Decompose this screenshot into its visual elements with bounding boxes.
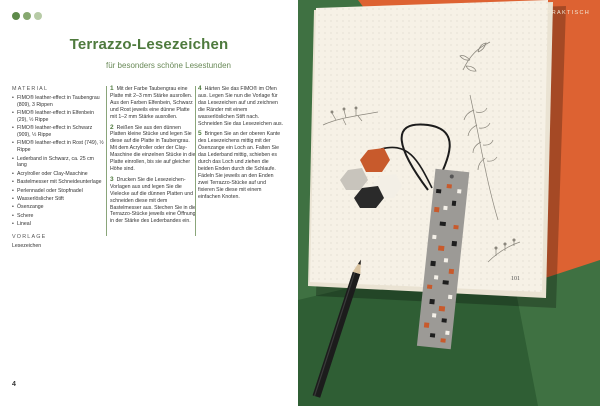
step-text: Drucken Sie die Lesezeichen-Vorlagen aus und legen Sie die Vielecke auf die dünnen Platten und schneiden diese mit dem Bastelmesser aus. Stechen Sie in die Terrazzo-Stücke jeweils eine Öffnung in der Stärke des Lederbandes ein. <box>110 176 196 225</box>
dot-light <box>34 12 42 20</box>
step-number: 2 <box>110 123 114 131</box>
column-divider <box>106 86 107 236</box>
material-item: • Acrylroller oder Clay-Maschine <box>12 171 104 178</box>
left-page <box>0 0 298 406</box>
material-list <box>12 95 104 228</box>
step-number: 3 <box>110 175 114 183</box>
step-text: Bringen Sie an der oberen Kante des Lesezeichens mittig mit der Ösenzange ein Loch an. Falten Sie das Lederband mittig, schieben es durch das Loch und ziehen die beiden Enden durch die Schlaufe. Fädeln Sie jeweils an den Enden zwei Terrazzo-Stücke auf und fixieren Sie diese mit einem einfachen Knoten. <box>198 131 281 200</box>
page-number: 4 <box>12 381 16 388</box>
material-item: • FIMO® leather-effect in Elfenbein (29), ½ Rippe <box>12 110 104 124</box>
step-4 <box>198 86 284 127</box>
step-number: 1 <box>110 85 114 92</box>
step-2 <box>110 125 196 173</box>
material-sidebar <box>12 86 104 249</box>
step-number: 4 <box>198 85 202 92</box>
step-1 <box>110 86 196 121</box>
dot-dark <box>12 12 20 20</box>
column-divider <box>195 86 196 236</box>
material-item: • Perlennadel oder Stopfnadel <box>12 188 104 195</box>
step-number: 5 <box>198 130 202 138</box>
steps-column-2 <box>198 86 284 205</box>
material-item: • Wasserlöslicher Stift <box>12 196 104 203</box>
section-label: PRAKTISCH <box>546 10 590 16</box>
material-item: • FIMO® leather-effect in Rost (749), ½ Rippe <box>12 140 104 154</box>
notebook-page-number: 101 <box>511 276 520 282</box>
steps-column-1 <box>110 86 196 229</box>
step-3 <box>110 177 196 225</box>
step-text: Mit der Farbe Taubengrau eine Platte mit 2–3 mm Stärke ausrollen. Aus den Farben Elfenbein, Schwarz und Rost jeweils eine dünne Platte mit 1–2 mm Stärke ausrollen. <box>110 86 193 120</box>
material-item: • Ösenzange <box>12 204 104 211</box>
photo-page <box>298 0 600 406</box>
vorlage-heading: VORLAGE <box>12 233 47 240</box>
step-text: Reißen Sie aus den dünnen Platten kleine Stücke und legen Sie diese auf die Platte in Taubengrau. Mit dem Acrylroller oder der Clay-Maschine die einzelnen Stücke in die Platte einrollen, bis sie auf gleicher Höhe sind. <box>110 124 196 172</box>
material-item: • Lederband in Schwarz, ca. 25 cm lang <box>12 156 104 170</box>
dot-medium <box>23 12 31 20</box>
material-heading: MATERIAL <box>12 86 49 92</box>
header-dots <box>12 12 42 20</box>
step-text: Härten Sie das FIMO® im Ofen aus. Legen Sie nun die Vorlage für das Lesezeichen auf und zeichnen die Ränder mit einem wasserlöslichen Stift nach. Schneiden Sie das Lesezeichen aus. <box>198 86 284 127</box>
material-item: • FIMO® leather-effect in Taubengrau (809), 3 Rippen <box>12 95 104 109</box>
page-subtitle: für besonders schöne Lesestunden <box>106 61 231 70</box>
photo-illustration <box>298 0 600 406</box>
step-5 <box>198 131 284 200</box>
page-title: Terrazzo-Lesezeichen <box>69 36 229 53</box>
material-item: • FIMO® leather-effect in Schwarz (909), ½ Rippe <box>12 125 104 139</box>
material-item: • Lineal <box>12 221 104 228</box>
material-item: • Schere <box>12 213 104 220</box>
material-item: • Bastelmesser mit Schneideunterlage <box>12 179 104 186</box>
vorlage-text: Lesezeichen <box>12 242 42 249</box>
